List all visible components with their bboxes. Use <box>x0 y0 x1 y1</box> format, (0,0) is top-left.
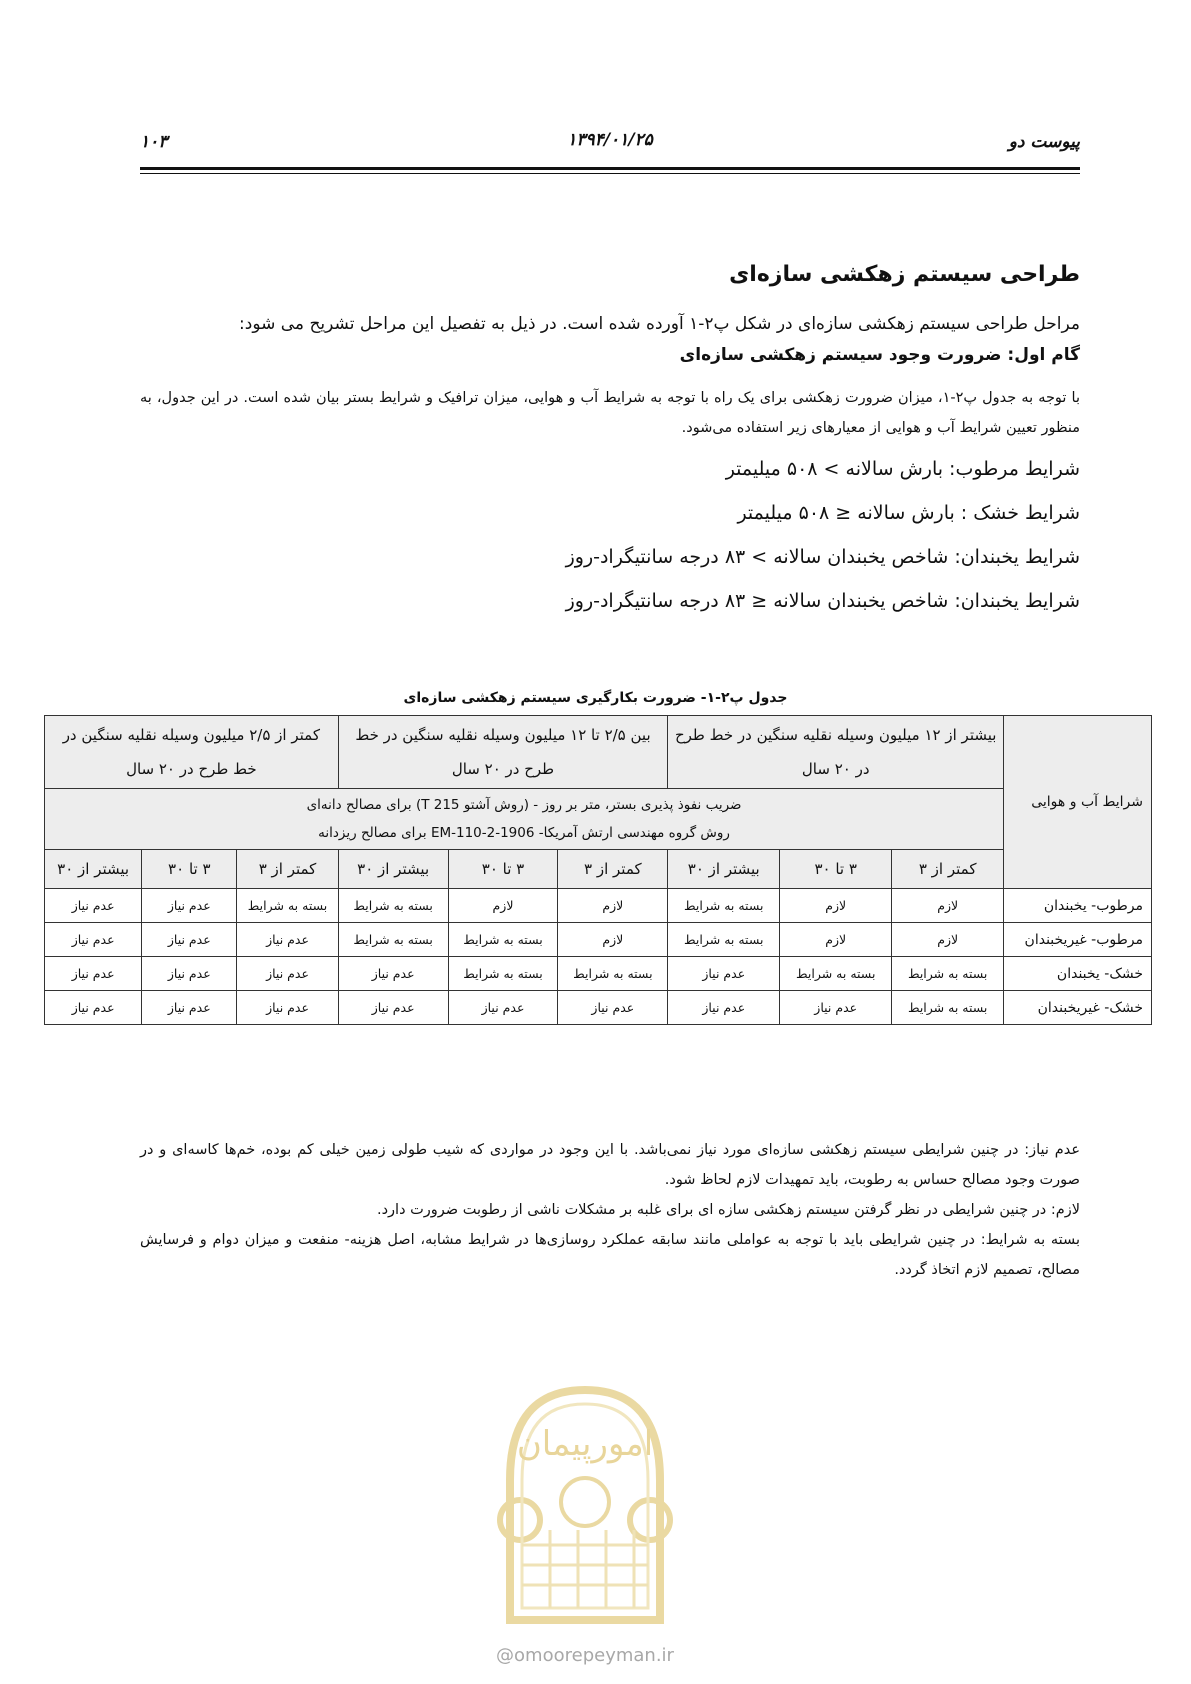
table-cell: بسته به شرایط <box>558 957 668 991</box>
permeability-range-header: ۳ تا ۳۰ <box>142 850 237 889</box>
permeability-range-header: بیشتر از ۳۰ <box>45 850 142 889</box>
stamp-text: امورپیمان <box>516 1424 654 1464</box>
note-not-required: عدم نیاز: در چنین شرایطی سیستم زهکشی سازه‌ای مورد نیاز نمی‌باشد. با این وجود در مواردی که شیب طولی زمین خیلی کم بوده، خم‌ها کاسه‌ای و در صورت وجود مصالح حساس به رطوبت، باید تمهیدات لازم لحاظ شود. <box>140 1142 1080 1188</box>
watermark-stamp-logo <box>480 1370 690 1640</box>
table-cell: بسته به شرایط <box>668 889 780 923</box>
table-cell: لازم <box>558 889 668 923</box>
page-number: ۱۰۳ <box>140 132 168 152</box>
header-rule-thick <box>140 167 1080 170</box>
table-cell: عدم نیاز <box>237 991 338 1025</box>
table-cell: عدم نیاز <box>338 957 448 991</box>
table-cell: بسته به شرایط <box>780 957 892 991</box>
table-row <box>45 923 1152 957</box>
table-cell: عدم نیاز <box>780 991 892 1025</box>
table-cell: بسته به شرایط <box>448 923 558 957</box>
table-cell: عدم نیاز <box>45 923 142 957</box>
table-cell: لازم <box>558 923 668 957</box>
row-climate-label: خشک- یخبندان <box>1004 957 1152 991</box>
table-cell: لازم <box>780 889 892 923</box>
table-row <box>45 991 1152 1025</box>
method-line-aashto: ضریب نفوذ پذیری بستر، متر بر روز - (روش آشتو T 215) برای مصالح دانه‌ای <box>306 797 742 813</box>
row-climate-label: مرطوب- یخبندان <box>1004 889 1152 923</box>
table-cell: بسته به شرایط <box>668 923 780 957</box>
permeability-range-header: کمتر از ۳ <box>892 850 1004 889</box>
watermark-site: @omoorepeyman.ir <box>496 1645 674 1666</box>
table-cell: بسته به شرایط <box>237 889 338 923</box>
table-cell: لازم <box>892 923 1004 957</box>
permeability-method-header <box>45 789 1004 850</box>
table-cell: بسته به شرایط <box>338 889 448 923</box>
table-cell: بسته به شرایط <box>338 923 448 957</box>
table-cell: عدم نیاز <box>142 957 237 991</box>
section-label: پیوست دو <box>1008 132 1080 152</box>
table-row <box>45 957 1152 991</box>
permeability-range-header: کمتر از ۳ <box>237 850 338 889</box>
table-cell: بسته به شرایط <box>448 957 558 991</box>
intro-paragraph: مراحل طراحی سیستم زهکشی سازه‌ای در شکل پ۲-۱ آورده شده است. در ذیل به تفصیل این مراحل تشریح می شود: <box>239 314 1080 334</box>
permeability-range-header: کمتر از ۳ <box>558 850 668 889</box>
header-rule-thin <box>140 173 1080 174</box>
note-conditional: بسته به شرایط: در چنین شرایطی باید با توجه به عواملی مانند سابقه عملکرد روسازی‌ها در شرایط مشابه، اصل هزینه- منفعت و میزان دوام و فرسایش مصالح، تصمیم لازم اتخاذ گردد. <box>140 1232 1080 1278</box>
permeability-range-header: بیشتر از ۳۰ <box>668 850 780 889</box>
criteria-item: شرایط مرطوب: بارش سالانه > ۵۰۸ میلیمتر <box>725 458 1080 480</box>
table-notes <box>140 1135 1080 1285</box>
traffic-band-low: کمتر از ۲/۵ میلیون وسیله نقلیه سنگین در خط طرح در ۲۰ سال <box>45 716 339 789</box>
climate-criteria-list <box>140 447 1080 623</box>
table-cell: عدم نیاز <box>142 889 237 923</box>
table-caption: جدول پ۲-۱- ضرورت بکارگیری سیستم زهکشی سازه‌ای <box>403 690 788 706</box>
table-cell: عدم نیاز <box>45 957 142 991</box>
table-cell: لازم <box>780 923 892 957</box>
gear-icon <box>500 1500 670 1540</box>
criteria-item: شرایط خشک : بارش سالانه ≤ ۵۰۸ میلیمتر <box>737 502 1080 524</box>
climate-header: شرایط آب و هوایی <box>1004 716 1152 889</box>
criteria-item: شرایط یخبندان: شاخص یخبندان سالانه > ۸۳ درجه سانتیگراد-روز <box>565 546 1080 568</box>
row-climate-label: مرطوب- غیریخبندان <box>1004 923 1152 957</box>
table-cell: عدم نیاز <box>237 923 338 957</box>
table-cell: عدم نیاز <box>142 991 237 1025</box>
page-header <box>140 120 1080 160</box>
main-content <box>140 262 1080 623</box>
table-cell: عدم نیاز <box>338 991 448 1025</box>
page-title: طراحی سیستم زهکشی سازه‌ای <box>729 262 1080 287</box>
step1-heading: گام اول: ضرورت وجود سیستم زهکشی سازه‌ای <box>679 345 1080 365</box>
table-cell: عدم نیاز <box>558 991 668 1025</box>
step1-paragraph: با توجه به جدول پ۲-۱، میزان ضرورت زهکشی برای یک راه با توجه به شرایط آب و هوایی، میزان ترافیک و شرایط بستر بیان شده است. در این جدول، به منظور تعیین شرایط آب و هوایی از معیارهای زیر استفاده می‌شود. <box>140 390 1080 436</box>
table-cell: بسته به شرایط <box>892 991 1004 1025</box>
table-cell: عدم نیاز <box>668 957 780 991</box>
table-cell: بسته به شرایط <box>892 957 1004 991</box>
table-cell: عدم نیاز <box>45 991 142 1025</box>
table-cell: عدم نیاز <box>668 991 780 1025</box>
table-cell: لازم <box>448 889 558 923</box>
building-icon <box>561 1478 609 1526</box>
method-line-army: روش گروه مهندسی ارتش آمریکا- EM-110-2-1906 برای مصالح ریزدانه <box>318 825 730 841</box>
permeability-range-header: ۳ تا ۳۰ <box>448 850 558 889</box>
drainage-necessity-table <box>44 715 1152 1025</box>
note-required: لازم: در چنین شرایطی در نظر گرفتن سیستم زهکشی سازه ای برای غلبه بر مشکلات ناشی از رطوبت ضرورت دارد. <box>376 1202 1080 1218</box>
criteria-item: شرایط یخبندان: شاخص یخبندان سالانه ≤ ۸۳ درجه سانتیگراد-روز <box>565 590 1080 612</box>
table-cell: عدم نیاز <box>45 889 142 923</box>
table-cell: عدم نیاز <box>237 957 338 991</box>
traffic-band-medium: بین ۲/۵ تا ۱۲ میلیون وسیله نقلیه سنگین در خط طرح در ۲۰ سال <box>338 716 668 789</box>
permeability-range-header: ۳ تا ۳۰ <box>780 850 892 889</box>
table-row <box>45 889 1152 923</box>
row-climate-label: خشک- غیریخبندان <box>1004 991 1152 1025</box>
table-cell: لازم <box>892 889 1004 923</box>
traffic-band-high: بیشتر از ۱۲ میلیون وسیله نقلیه سنگین در خط طرح در ۲۰ سال <box>668 716 1004 789</box>
table-cell: عدم نیاز <box>142 923 237 957</box>
header-date: ۱۳۹۴/۰۱/۲۵ <box>567 130 653 150</box>
permeability-range-header: بیشتر از ۳۰ <box>338 850 448 889</box>
table-cell: عدم نیاز <box>448 991 558 1025</box>
